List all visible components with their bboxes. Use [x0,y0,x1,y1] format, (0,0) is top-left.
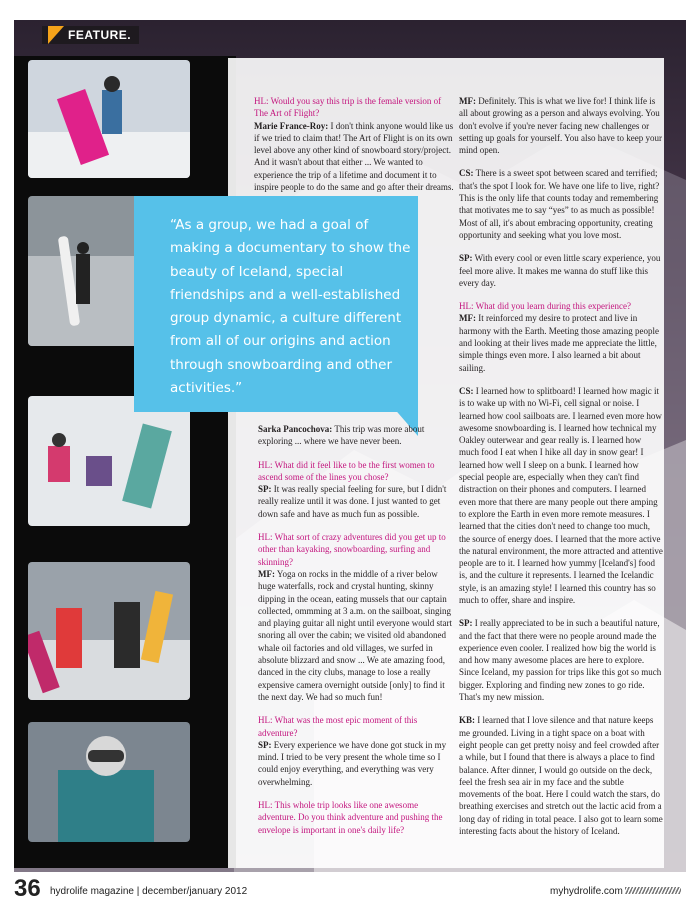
article-left-column-top [254,95,454,204]
website-link[interactable]: myhydrolife.com [550,886,623,897]
speaker-name: KB: [459,715,476,726]
page-number: 36 [14,875,41,902]
answer-text: I don't think anyone would like us if we tried to claim that! The Art of Flight is on its own level above any other kind of snowboard story/project. And it wasn't about that either ... We wanted to experience the trip of a lifetime and document it to inspire people to do the same and go after their dreams. [254,120,454,193]
publication-info: hydrolife magazine | december/january 2012 [50,886,248,897]
answer-text: Every experience we have done got stuck in my mind. I tried to be very present the whole time so I could enjoy everything, and everything was very overwhelming. [258,739,447,787]
photo-closeup-goggles [28,722,190,842]
answer-block-kb-silence [459,714,663,837]
answer-text: I learned how to splitboard! I learned how magic it is to wake up with no Wi-Fi, cell signal or noise. I learned how cool sailboats are. I learned even more how awesome snowboarding is. I learned how technical my Oakley outerwear and gear really is. I learned how much food I eat when I hike all day in snow gear! I learned how well I sleep on a bunk. I learned how special people are, especially when they can't find distraction on their phones and computers. I learned even more that there are many people out there amping to explore the Earth in even more remote measures. I learned that the cities don't need to change too much, the source of energy does. I learned that the more active the natural environment, the more attracted and attentive people are to it. I learned how yummy [Iceland's] food is, and the culture it represents. I learned the Icelandic style, is an amazing style! I learned this country has so much to offer, share and inspire. [459,385,663,605]
tag-triangle-icon [48,26,64,44]
section-label-text: FEATURE. [68,28,132,42]
answer-block-exploring [258,423,454,448]
speaker-name: MF: [258,568,275,579]
answer-text: This trip was more about exploring ... where we have never been. [258,424,425,447]
qa-block-crazy-adventures [258,531,454,703]
speaker-name: CS: [459,385,474,396]
answer-block-sp-alive [459,252,663,289]
answer-block-mf-definitely [459,95,663,156]
speaker-name: CS: [459,168,474,179]
qa-block-what-learned [459,300,663,374]
question-text: HL: What did it feel like to be the first women to ascend some of the lines you chose? [258,459,435,482]
answer-text: It reinforced my desire to protect and live in harmony with the Earth. Meeting those amazing people and looking at their lives made me appreciate the little, simple things even more. I also learned a bit about sailing. [459,313,659,373]
answer-text: I really appreciated to be in such a beautiful nature, and the fact that there were no people around made the experience even cooler. I realized how big the world is and how many awesome places are here to explore. Since Iceland, my passion for trips like this got so much bigger. Exploring and finding new zones to go ride. That's my new mission. [459,618,662,703]
answer-block-cs-sweet-spot [459,167,663,241]
answer-text: There is a sweet spot between scared and terrified; that's the spot I look for. We have one life to live, right? This is the only life that counts today and remembering that motivates me to say “yes” to as much as possible! Most of all, it's about embracing opportunity, creating opportunity and seeking what you love most. [459,168,660,240]
speaker-name: MF: [459,96,476,106]
qa-block-epic-moment [258,714,454,788]
speaker-name: SP: [459,253,473,264]
question-text: HL: What was the most epic moment of this adventure? [258,715,418,738]
photo-high-five [28,562,190,700]
answer-text: With every cool or even little scary experience, you feel more alive. It makes me wanna do stuff like this every day. [459,253,661,288]
qa-block-first-women [258,459,454,520]
article-right-column [459,95,663,848]
question-text: HL: This whole trip looks like one awesome adventure. Do you think adventure and pushing the envelope is important in one's daily life? [258,800,443,835]
photo-snowboarder-pink-board [28,60,190,178]
qa-block-adventure-daily-life [258,799,454,836]
speaker-name: Marie France-Roy: [254,120,329,131]
question-text: HL: What did you learn during this experience? [459,301,632,312]
speaker-name: SP: [258,739,272,750]
answer-block-cs-splitboard [459,385,663,606]
question-text: HL: What sort of crazy adventures did you get up to other than kayaking, snowboarding, surfing and skinning? [258,532,446,567]
speaker-name: MF: [459,313,476,324]
pull-quote-text: “As a group, we had a goal of making a documentary to show the beauty of Iceland, special friendships and a well-established group dynamic, a culture different from all of our origins and action through snowboarding and other activities.” [170,217,411,397]
section-label [42,26,139,44]
question-text: HL: Would you say this trip is the female version of The Art of Flight? [254,96,442,119]
answer-text: Yoga on rocks in the middle of a river below huge waterfalls, rock and crystal hunting, skinny dipping in the ocean, eating mussels that our captain collected, ommming at 3 a.m. on the sailboat, singing and playing guitar all night until everyone would start snoring all over the cabin; we visited old abandoned whale oil factories and old villages, we surfed in absolute blizzard and snow ... We ate amazing food, danced in the city clubs, manage to lose a really expensive camera overnight outside [only] to find it the next day. We had so much fun! [258,568,452,702]
footer-decoration [625,887,681,894]
speaker-name: SP: [459,618,473,629]
photo-group-in-snow [28,396,190,526]
speaker-name: Sarka Pancochova: [258,424,333,434]
answer-text: It was really special feeling for sure, but I didn't really realize until it was done. I just wanted to get down safe and have as much fun as possible. [258,484,447,519]
answer-text: I learned that I love silence and that nature keeps me grounded. Living in a tight space on a boat with eight people can get pretty noisy and feel crowded after a while, but I found that there is always a place to find balance. After dinner, I would go outside on the deck, feel the fresh sea air in my face and the subtle movements of the boat. Here I could watch the stars, do breathing exercises and stretch out the lactic acid from a long day of riding in total peace. I also got to learn some interesting facts about the history of Iceland. [459,715,663,837]
speaker-name: SP: [258,484,272,495]
answer-block-sp-nature [459,617,663,703]
answer-text: Definitely. This is what we live for! I think life is all about growing as a person and always evolving. You don't evolve if you're never facing new challenges or setting up goals for yourself. You also have to keep your mind open. [459,96,662,156]
article-left-column-bottom [258,423,454,847]
qa-block-art-of-flight [254,95,454,193]
